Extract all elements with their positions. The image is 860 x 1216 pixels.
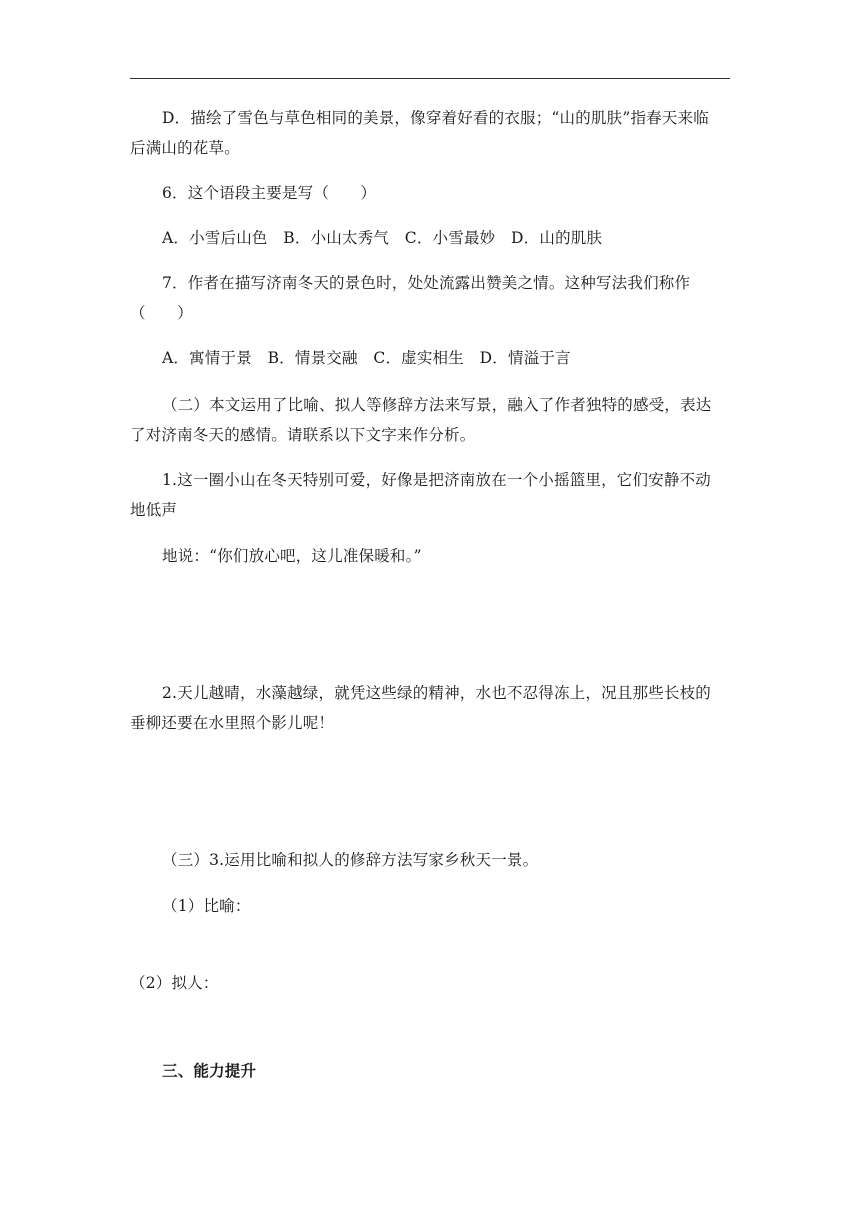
item-2-line-2: 垂柳还要在水里照个影儿呢！ [130, 714, 335, 732]
personification-prompt: （2）拟人： [130, 974, 219, 992]
question-7-options: A．寓情于景 B．情景交融 C．虚实相生 D．情溢于言 [162, 349, 571, 367]
question-7-line-1: 7．作者在描写济南冬天的景色时，处处流露出赞美之情。这种写法我们称作 [162, 274, 691, 292]
option-d-line-2: 后满山的花草。 [130, 139, 240, 157]
section-2-line-2: 了对济南冬天的感情。请联系以下文字来作分析。 [130, 426, 476, 444]
item-1-line-2: 地低声 [130, 501, 178, 519]
option-d-line-1: D．描绘了雪色与草色相同的美景，像穿着好看的衣服；“山的肌肤”指春天来临 [162, 109, 709, 127]
item-2-line-1: 2.天儿越晴，水藻越绿，就凭这些绿的精神，水也不忍得冻上，况且那些长枝的 [162, 684, 711, 702]
item-1-line-1: 1.这一圈小山在冬天特别可爱，好像是把济南放在一个小摇篮里，它们安静不动 [162, 471, 711, 489]
section-3-task: （三）3.运用比喻和拟人的修辞方法写家乡秋天一景。 [162, 851, 539, 869]
metaphor-prompt: （1）比喻： [162, 897, 251, 915]
question-6-options: A．小雪后山色 B．小山太秀气 C．小雪最妙 D．山的肌肤 [162, 229, 603, 247]
header-rule [130, 78, 730, 79]
item-1-line-3: 地说：“你们放心吧，这儿准保暖和。” [162, 547, 422, 565]
question-7-line-2: （ ） [130, 304, 193, 322]
question-6: 6．这个语段主要是写（ ） [162, 184, 377, 202]
section-heading-ability: 三、能力提升 [162, 1062, 257, 1080]
section-2-line-1: （二）本文运用了比喻、拟人等修辞方法来写景，融入了作者独特的感受，表达 [162, 396, 712, 414]
